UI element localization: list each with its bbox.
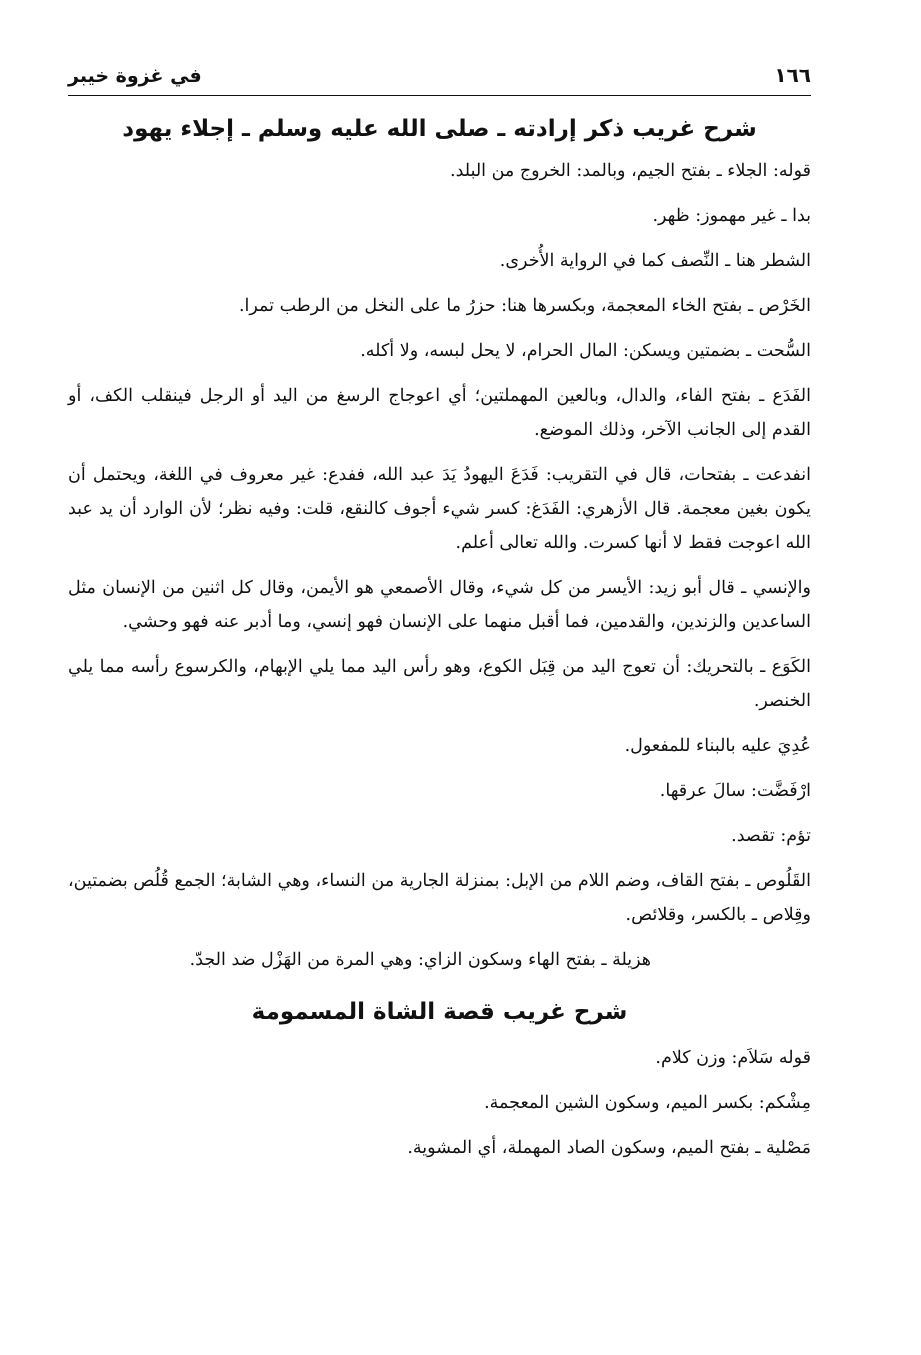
paragraph: الخَرْص ـ بفتح الخاء المعجمة، وبكسرها هنا: حزرُ ما على النخل من الرطب تمرا.	[238, 296, 811, 316]
paragraph: انفدعت ـ بفتحات، قال في التقريب: فَدَعَ اليهودُ يَدَ عبد الله، ففدع: غير معروف في اللغة، ويحتمل أن يكون بغين معجمة. قال الأزهري: الفَدَغ: كسر شيء أجوف كالنقع، قلت: وفيه نظر؛ لأن الوارد أن يد عبد الله اعوجت فقط لا أنها كسرت. والله تعالى أعلم.	[68, 465, 811, 553]
paragraph: ارْفَضَّت: سالَ عرقها.	[659, 781, 811, 801]
page-number: ١٦٦	[774, 63, 811, 87]
running-header	[68, 55, 811, 96]
paragraph: القَلُوص ـ بفتح القاف، وضم اللام من الإبل: بمنزلة الجارية من النساء، وهي الشابة؛ الجمع قُلُص بضمتين، وقِلاص ـ بالكسر، وقلائص.	[68, 871, 811, 925]
section-1	[68, 116, 811, 977]
paragraph: الفَدَع ـ بفتح الفاء، والدال، وبالعين المهملتين؛ أي اعوجاج الرسغ من اليد أو الرجل فينقلب الكف، أو القدم إلى الجانب الآخر، وذلك الموضع.	[68, 386, 811, 440]
paragraph: تؤم: تقصد.	[731, 826, 811, 846]
paragraph: مِشْكم: بكسر الميم، وسكون الشين المعجمة.	[484, 1093, 811, 1113]
section-title: شرح غريب قصة الشاة المسمومة	[251, 999, 628, 1025]
paragraph: والإنسي ـ قال أبو زيد: الأيسر من كل شيء، وقال الأصمعي هو الأيمن، وقال كل اثنين من الإنسان مثل الساعدين والزندين، والقدمين، فما أقبل منهما على الإنسان فهو إنسي، وما أدبر عنه فهو وحشي.	[68, 578, 811, 632]
section-2	[68, 999, 811, 1165]
paragraph: السُّحت ـ بضمتين ويسكن: المال الحرام، لا يحل لبسه، ولا أكله.	[360, 341, 811, 361]
section-title: شرح غريب ذكر إرادته ـ صلى الله عليه وسلم ـ إجلاء يهود	[122, 116, 757, 142]
paragraph: هزيلة ـ بفتح الهاء وسكون الزاي: وهي المرة من الهَزْل ضد الجدّ.	[189, 950, 651, 970]
paragraph: مَصْلية ـ بفتح الميم، وسكون الصاد المهملة، أي المشوية.	[407, 1138, 811, 1158]
paragraph: الكَوَع ـ بالتحريك: أن تعوج اليد من قِبَل الكوع، وهو رأس اليد مما يلي الإبهام، والكرسوع رأسه مما يلي الخنصر.	[68, 657, 811, 711]
paragraph: قوله: الجلاء ـ بفتح الجيم، وبالمد: الخروج من البلد.	[450, 161, 811, 181]
paragraph: بدا ـ غير مهموز: ظهر.	[652, 206, 811, 226]
paragraph: قوله سَلاَم: وزن كلام.	[655, 1048, 811, 1068]
paragraph: الشطر هنا ـ النِّصف كما في الرواية الأُخرى.	[499, 251, 811, 271]
running-title: في غزوة خيبر	[68, 65, 202, 87]
paragraph: عُدِيَ عليه بالبناء للمفعول.	[624, 736, 811, 756]
